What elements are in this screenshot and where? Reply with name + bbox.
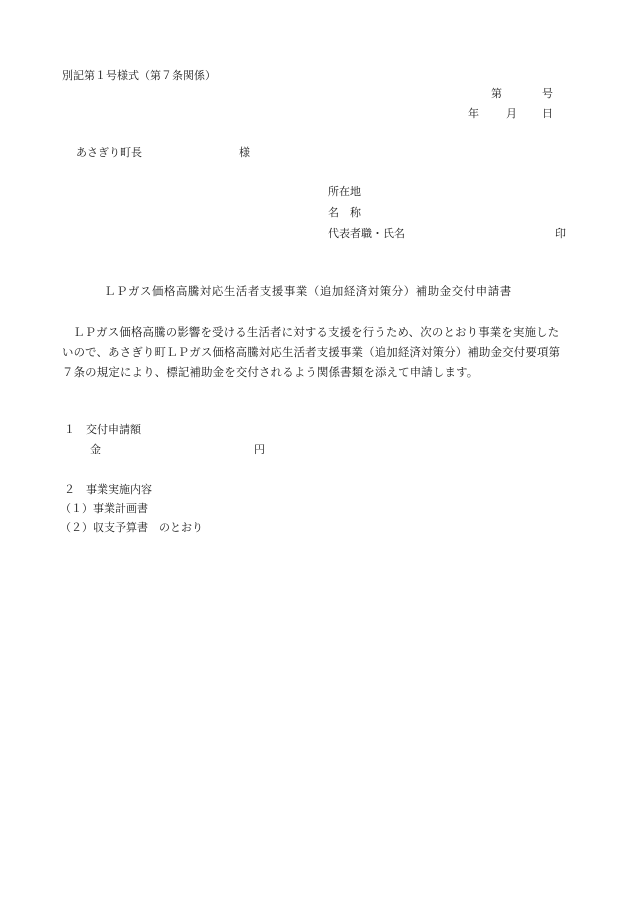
applicant-representative-label: 代表者職・氏名 — [328, 227, 405, 240]
applicant-name-label: 名 称 — [328, 206, 361, 219]
doc-number-prefix: 第 — [491, 87, 502, 100]
section2-item-2: （２）収支予算書 のとおり — [60, 521, 203, 534]
date-day: 日 — [542, 107, 553, 120]
seal-mark: 印 — [555, 227, 566, 240]
addressee-name: あさぎり町長 — [76, 146, 142, 159]
applicant-address-label: 所在地 — [328, 185, 361, 198]
amount-label: 金 — [90, 443, 101, 456]
form-label: 別記第１号様式（第７条関係） — [62, 69, 216, 82]
doc-number-suffix: 号 — [542, 87, 553, 100]
section1-heading: １ 交付申請額 — [64, 423, 141, 436]
body-paragraph: ＬＰガス価格高騰の影響を受ける生活者に対する支援を行うため、次のとおり事業を実施したいので、あさぎり町ＬＰガス価格高騰対応生活者支援事業（追加経済対策分）補助金交付要項第７条の規定により、標記補助金を交付されるよう関係書類を添えて申請します。 — [62, 325, 561, 379]
section2-item-1: （１）事業計画書 — [60, 502, 148, 515]
section2-heading: ２ 事業実施内容 — [64, 483, 152, 496]
addressee-honorific: 様 — [239, 146, 250, 159]
document-title: ＬＰガス価格高騰対応生活者支援事業（追加経済対策分）補助金交付申請書 — [104, 284, 512, 298]
date-year: 年 — [468, 107, 479, 120]
amount-currency: 円 — [254, 443, 265, 456]
date-month: 月 — [506, 107, 517, 120]
